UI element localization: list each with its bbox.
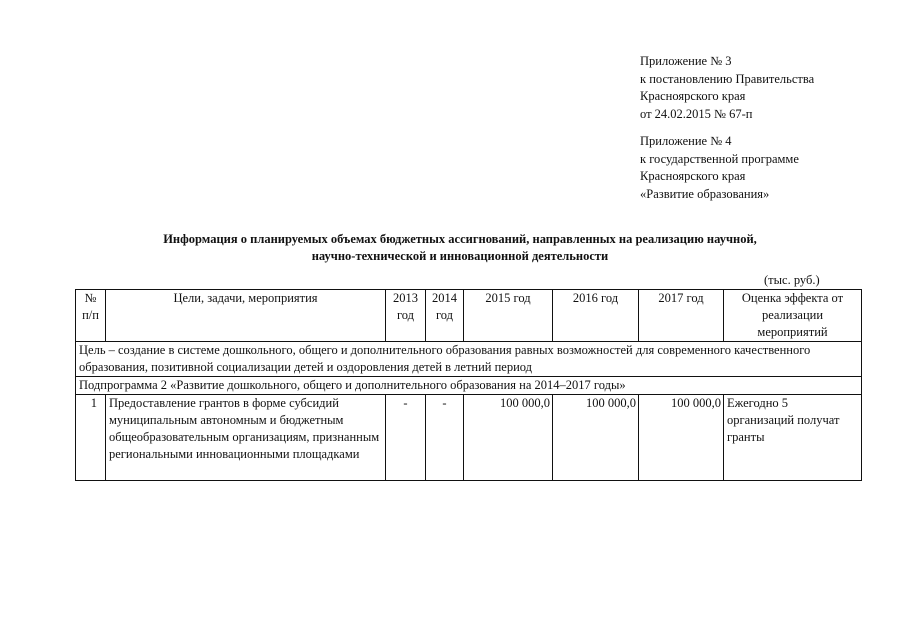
appendix-3-line-3: Красноярского края [640,89,746,103]
appendix-4-line-1: Приложение № 4 [640,134,732,148]
appendix-3-block [640,53,814,123]
header-2014: 2014 год [426,290,464,342]
header-2016: 2016 год [553,290,639,342]
header-effect: Оценка эффекта от реализации мероприятий [724,290,862,342]
appendix-4-block [640,133,799,203]
row-description: Предоставление грантов в форме субсидий муниципальным автономным и бюджетным общеобразовательным организациям, признанным региональными инновационными площадками [106,395,386,481]
appendix-3-line-1: Приложение № 3 [640,54,732,68]
row-2014: - [426,395,464,481]
document-title-line-1: Информация о планируемых объемах бюджетных ассигнований, направленных на реализацию научной, [163,232,757,246]
table-header-row [76,290,862,342]
units-label: (тыс. руб.) [764,273,820,287]
subprogram-row [76,377,862,395]
document-title [60,231,860,265]
appendix-4-line-2: к государственной программе [640,151,799,166]
row-2017: 100 000,0 [639,395,724,481]
row-effect: Ежегодно 5 организаций получат гранты [724,395,862,481]
document-title-line-2: научно-технической и инновационной деятельности [311,249,609,263]
appendix-3-line-4: от 24.02.2015 № 67-п [640,106,753,121]
row-2013: - [386,395,426,481]
row-2016: 100 000,0 [553,395,639,481]
goal-row [76,342,862,377]
header-2017: 2017 год [639,290,724,342]
header-goals: Цели, задачи, мероприятия [106,290,386,342]
appendix-4-line-4: «Развитие образования» [640,186,770,201]
row-2015: 100 000,0 [464,395,553,481]
header-2013: 2013 год [386,290,426,342]
row-num: 1 [76,395,106,481]
appendix-4-line-3: Красноярского края [640,169,746,183]
appendix-3-line-2: к постановлению Правительства [640,71,815,86]
goal-text: Цель – создание в системе дошкольного, общего и дополнительного образования равных возможностей для современного качественного образования, позитивной социализации детей и оздоровления детей в летний период [76,342,862,377]
subprogram-text: Подпрограмма 2 «Развитие дошкольного, общего и дополнительного образования на 2014–2017 годы» [76,377,862,395]
table-row [76,395,862,481]
header-2015: 2015 год [464,290,553,342]
header-num: № п/п [76,290,106,342]
budget-table [75,289,862,481]
